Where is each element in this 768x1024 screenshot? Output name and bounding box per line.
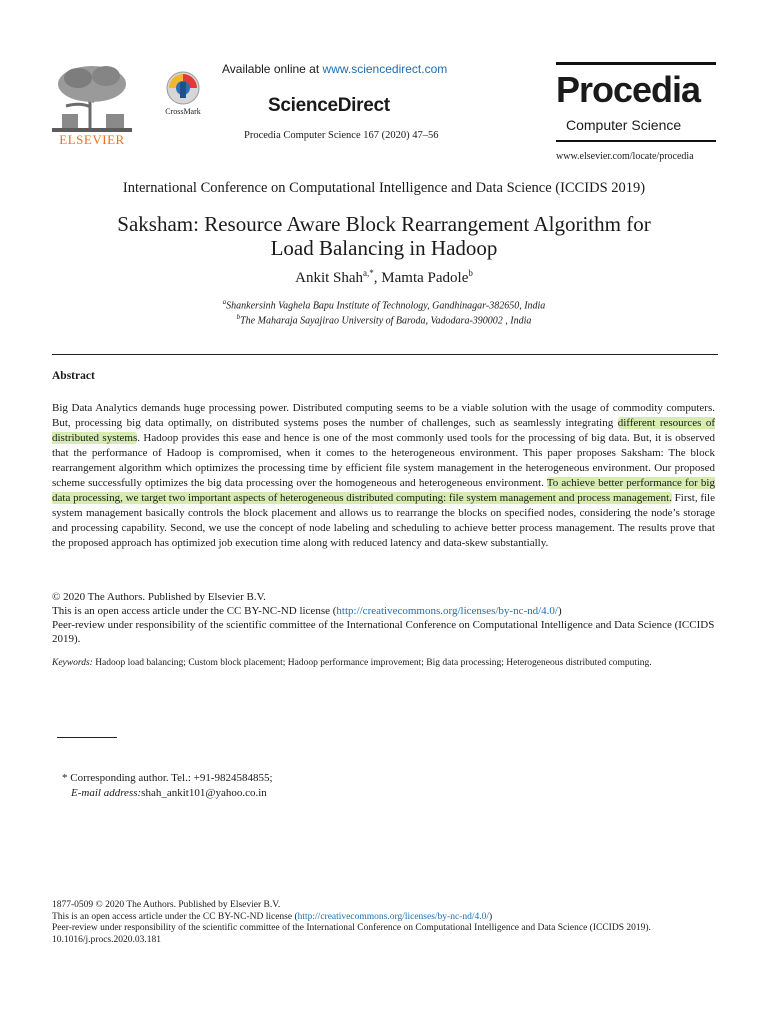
license-prefix: This is an open access article under the CC BY-NC-ND license ( bbox=[52, 605, 337, 617]
title-rule bbox=[52, 354, 718, 355]
author-name: Mamta Padole bbox=[381, 270, 469, 286]
elsevier-wordmark: ELSEVIER bbox=[59, 132, 125, 147]
author-affil-marker: b bbox=[468, 268, 473, 278]
issn-line: 1877-0509 © 2020 The Authors. Published by Elsevier B.V. bbox=[52, 900, 281, 910]
copyright-line: © 2020 The Authors. Published by Elsevier B.V. bbox=[52, 591, 266, 603]
crossmark-label: CrossMark bbox=[165, 107, 201, 116]
peer-review-line: Peer-review under responsibility of the scientific committee of the International Conference on Computational Intelligence and Data Science (ICCIDS 2019). bbox=[52, 619, 715, 645]
procedia-bottom-rule bbox=[556, 140, 716, 142]
author-affil-marker: a,* bbox=[363, 268, 374, 278]
abstract-text: First, file system management basically controls the block placement and allows us to rearrange the blocks on specified nodes, considering the node’s storage and processing capability. Second, we use the concept of node labeling and scheduling to achieve better process management. The results prove that the proposed approach has optimized job execution time along with reduced latency and data-skew substantially. bbox=[52, 492, 715, 549]
author-list bbox=[0, 268, 768, 287]
affiliation-b bbox=[0, 313, 768, 326]
email-label: E-mail address: bbox=[71, 787, 142, 799]
footer-license-suffix: ) bbox=[489, 911, 493, 922]
page-footer bbox=[52, 900, 715, 946]
abstract-highlight: different resources of distributed systems bbox=[52, 417, 716, 444]
affiliation-text: The Maharaja Sayajirao University of Baroda, Vadodara-390002 , India bbox=[240, 315, 532, 327]
paper-title-line1: Saksham: Resource Aware Block Rearrangement Algorithm for bbox=[117, 212, 651, 236]
sciencedirect-link[interactable]: www.sciencedirect.com bbox=[322, 62, 448, 76]
corresponding-line: * Corresponding author. Tel.: +91-9824584855; bbox=[62, 772, 273, 784]
abstract-heading: Abstract bbox=[52, 370, 95, 382]
abstract-highlight: To achieve better performance for big data processing, we target two important aspects of heterogeneous distributed computing: file system management and process management. bbox=[52, 477, 715, 504]
footer-peer-review: Peer-review under responsibility of the scientific committee of the International Conference on Computational Intelligence and Data Science (ICCIDS 2019). bbox=[52, 923, 651, 933]
author-separator: , bbox=[373, 270, 382, 286]
keywords bbox=[52, 657, 715, 670]
affiliation-a bbox=[0, 298, 768, 311]
email-address[interactable]: shah_ankit101@yahoo.co.in bbox=[141, 787, 267, 799]
affiliation-marker: a bbox=[222, 298, 227, 306]
abstract-text: . Hadoop provides this ease and hence is one of the most commonly used tools for the processing of big data. But, it is observed that the performance of Hadoop is compromised, when it comes to the heterogeneous environment. This paper proposes Saksham: The block rearrangement algorithm which optimizes the processing time by efficient file system management in the heterogeneous environment. Our proposed scheme successfully optimizes the big data processing over the homogeneous and heterogeneous environment. bbox=[52, 432, 716, 489]
license-line bbox=[52, 604, 715, 618]
footnote-rule bbox=[57, 737, 117, 738]
paper-title bbox=[0, 212, 768, 260]
corresponding-author bbox=[62, 771, 273, 801]
author-name: Ankit Shah bbox=[295, 270, 364, 286]
keywords-label: Keywords: bbox=[52, 658, 93, 668]
footer-license-prefix: This is an open access article under the CC BY-NC-ND license ( bbox=[52, 911, 298, 922]
license-suffix: ) bbox=[558, 605, 562, 617]
procedia-top-rule bbox=[556, 62, 716, 65]
abstract-body bbox=[52, 401, 715, 551]
procedia-title: Procedia bbox=[556, 69, 701, 110]
procedia-subtitle: Computer Science bbox=[566, 117, 682, 133]
sciencedirect-title: ScienceDirect bbox=[268, 95, 390, 116]
copyright-block bbox=[52, 590, 715, 646]
doi[interactable]: 10.1016/j.procs.2020.03.181 bbox=[52, 934, 161, 945]
conference-name: International Conference on Computational Intelligence and Data Science (ICCIDS 2019) bbox=[122, 180, 646, 196]
paper-title-line2: Load Balancing in Hadoop bbox=[270, 236, 498, 260]
affiliation-marker: b bbox=[236, 313, 241, 321]
abstract-text: Big Data Analytics demands huge processing power. Distributed computing seems to be a viable solution with the usage of commodity computers. But, processing big data optimally, on distributed systems poses the number of challenges, such as seamlessly integrating bbox=[52, 402, 715, 429]
available-online-prefix: Available online at bbox=[222, 62, 323, 76]
elsevier-locate-url[interactable]: www.elsevier.com/locate/procedia bbox=[556, 151, 694, 162]
keywords-text: Hadoop load balancing; Custom block placement; Hadoop performance improvement; Big data processing; Heterogeneous distributed computing. bbox=[92, 658, 652, 668]
email-line bbox=[62, 786, 273, 801]
footer-license-link[interactable]: http://creativecommons.org/licenses/by-nc-nd/4.0/ bbox=[297, 911, 489, 922]
footer-license-line bbox=[52, 912, 715, 924]
affiliation-text: Shankersinh Vaghela Bapu Institute of Technology, Gandhinagar-382650, India bbox=[226, 300, 546, 312]
license-link[interactable]: http://creativecommons.org/licenses/by-nc-nd/4.0/ bbox=[336, 605, 558, 617]
available-online-line bbox=[222, 62, 447, 76]
journal-citation: Procedia Computer Science 167 (2020) 47–56 bbox=[244, 130, 439, 141]
